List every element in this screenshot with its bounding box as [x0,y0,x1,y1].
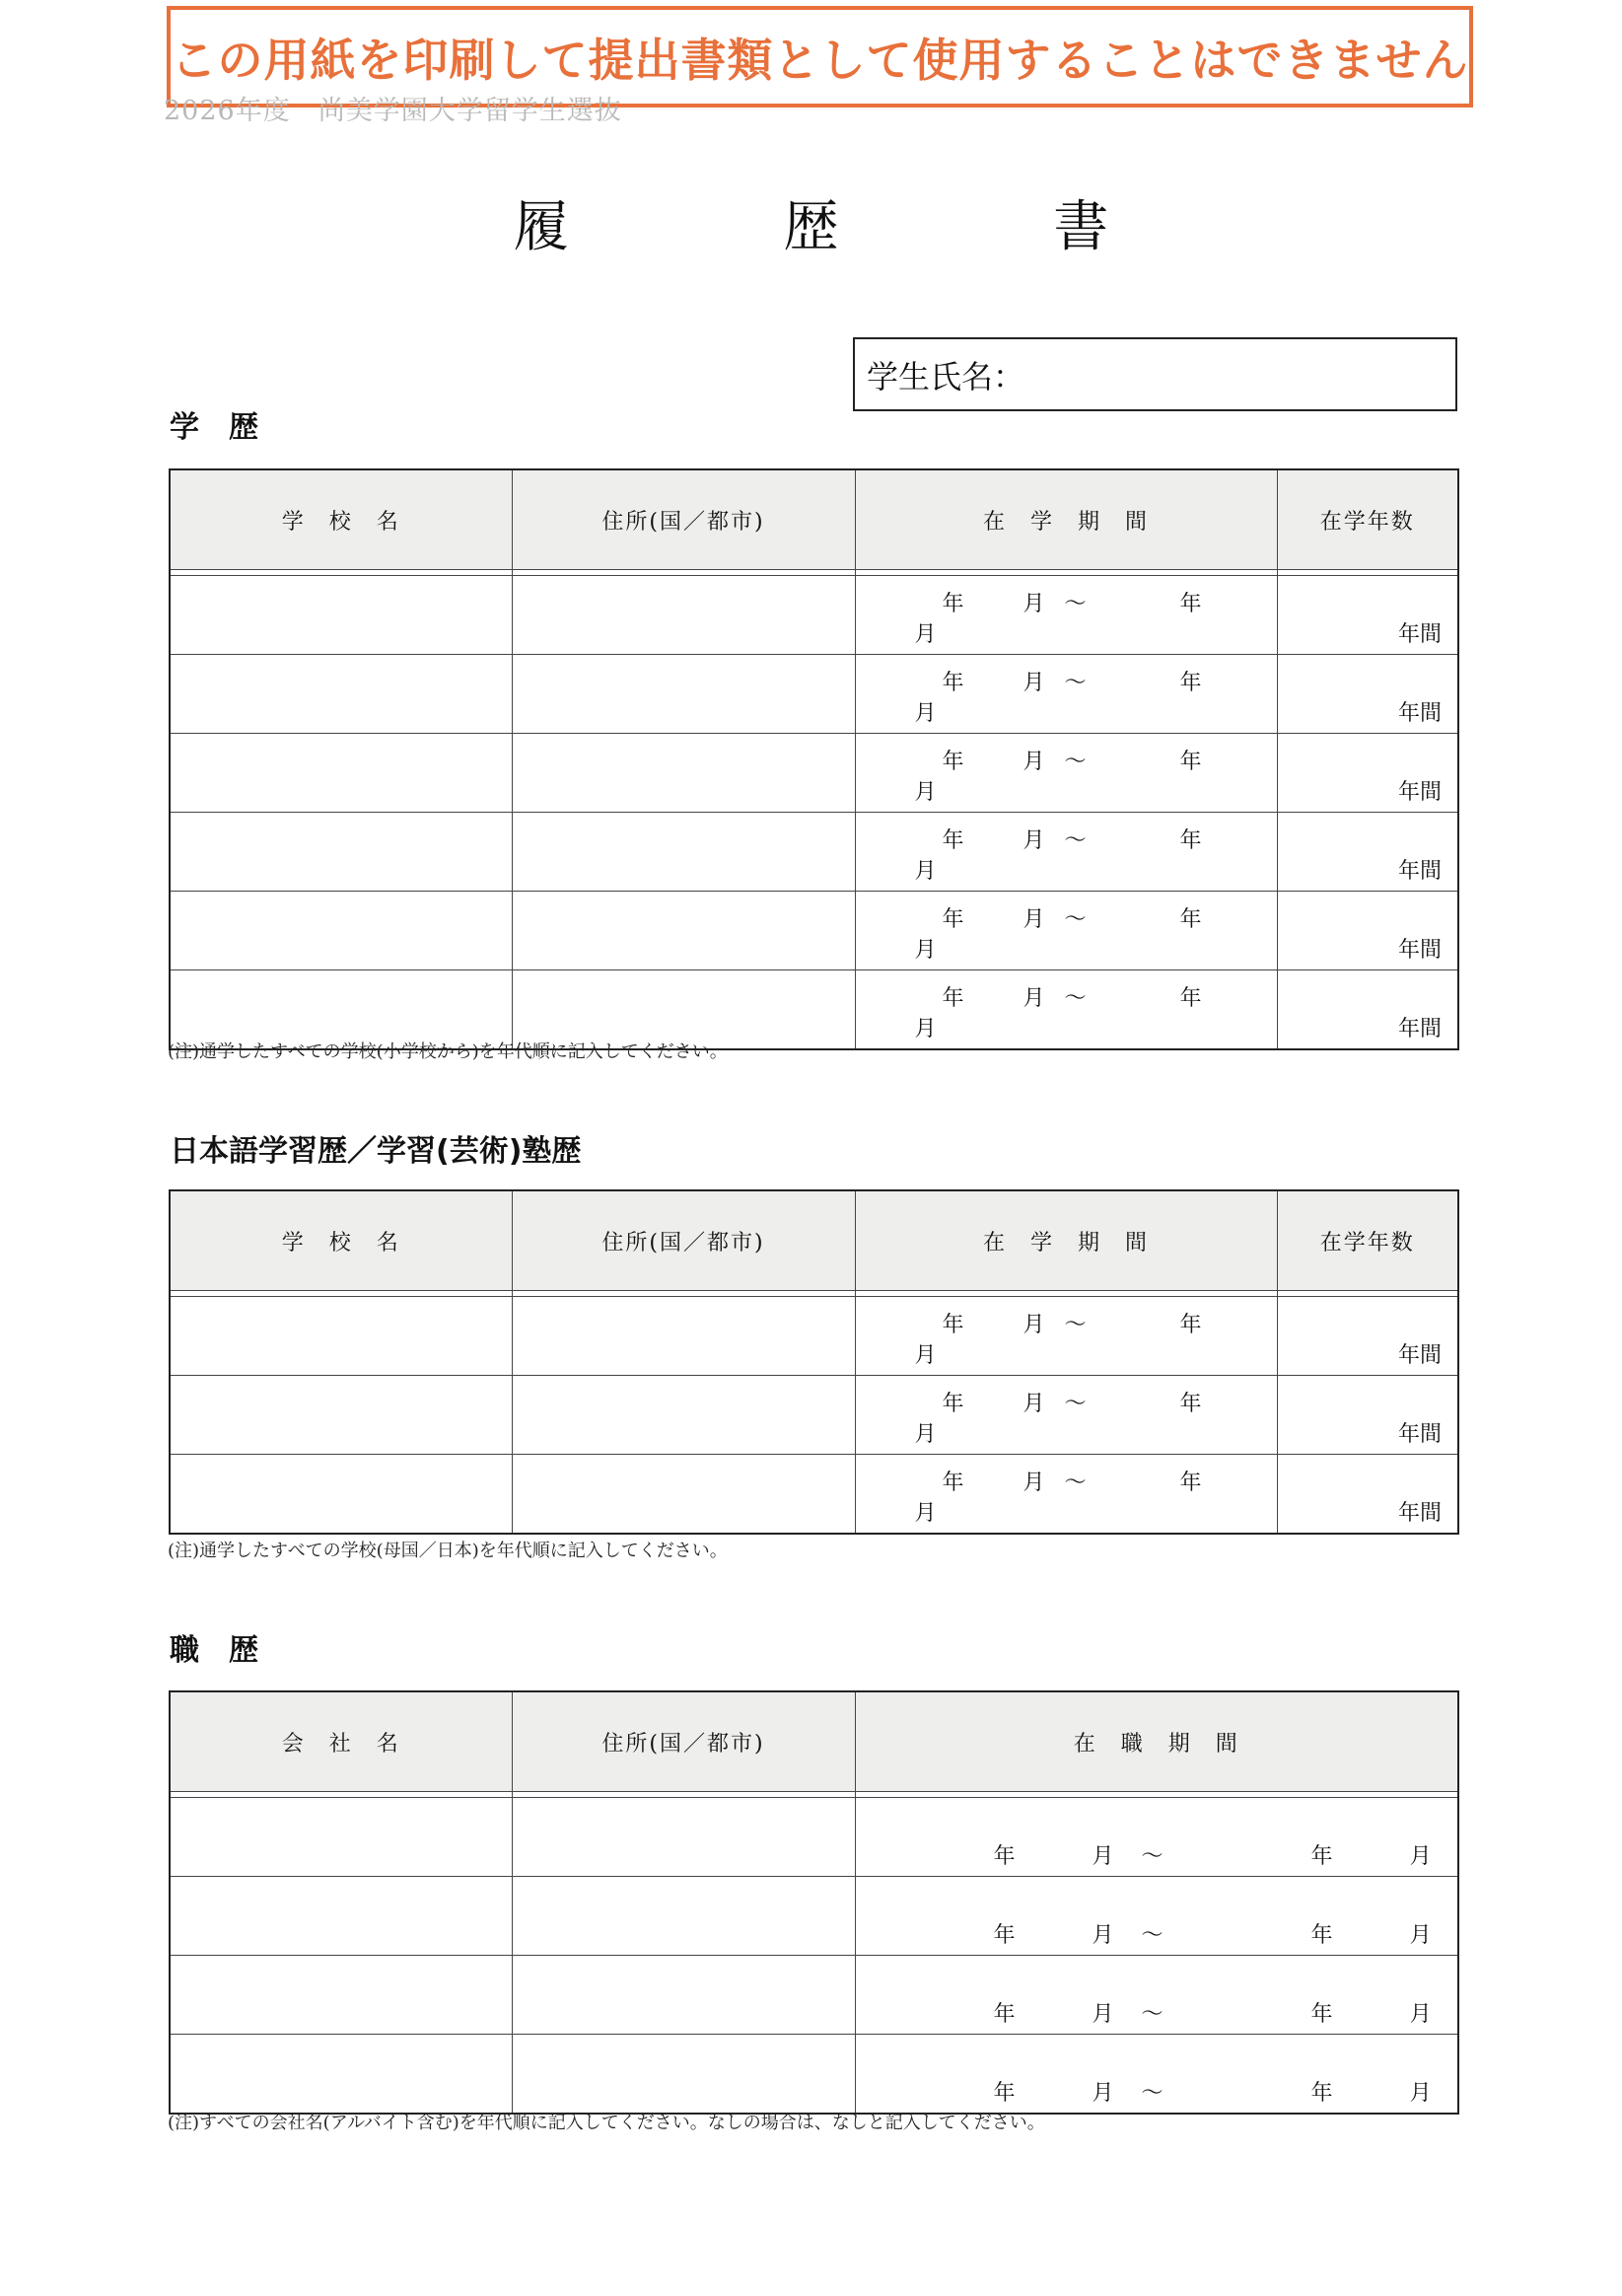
period-cell[interactable] [855,576,1277,655]
col-address: 住所(国／都市) [512,1190,855,1291]
period-cell[interactable] [855,892,1277,970]
start-year-label: 年 [942,671,964,695]
start-month-label: 月 [1023,986,1045,1011]
years-cell[interactable]: 年間 [1277,813,1458,892]
start-month-label: 月 [1092,2081,1114,2106]
end-month-label: 月 [1409,2002,1432,2027]
end-month-label: 月 [914,1422,937,1447]
period-cell[interactable] [855,655,1277,734]
start-year-label: 年 [942,1471,964,1495]
address-cell[interactable] [512,1297,855,1376]
school-name-cell[interactable] [170,1297,512,1376]
company-name-cell[interactable] [170,1877,512,1956]
end-month-label: 月 [1409,2081,1432,2106]
end-year-label: 年 [1179,907,1202,932]
start-year-label: 年 [942,907,964,932]
start-year-label: 年 [942,828,964,853]
range-tilde: ～ [1064,907,1087,932]
student-name-label: 学生氏名： [867,357,1025,395]
end-month-label: 月 [914,1501,937,1526]
school-name-cell[interactable] [170,1376,512,1455]
student-name-field[interactable] [853,337,1457,411]
address-cell[interactable] [512,576,855,655]
start-year-label: 年 [993,1923,1016,1948]
end-year-label: 年 [1179,986,1202,1011]
col-company-name: 会 社 名 [170,1691,512,1792]
period-cell[interactable] [855,970,1277,1050]
start-month-label: 月 [1023,1313,1045,1337]
address-cell[interactable] [512,734,855,813]
start-year-label: 年 [993,2002,1016,2027]
address-cell[interactable] [512,1455,855,1535]
japanese-study-table [169,1189,1459,1535]
company-name-cell[interactable] [170,1956,512,2035]
col-period: 在 学 期 間 [855,469,1277,570]
company-name-cell[interactable] [170,2035,512,2115]
start-year-label: 年 [942,750,964,774]
table-row [170,1455,1458,1535]
school-name-cell[interactable] [170,813,512,892]
start-year-label: 年 [942,1392,964,1416]
range-tilde: ～ [1064,1392,1087,1416]
start-month-label: 月 [1023,750,1045,774]
years-cell[interactable]: 年間 [1277,970,1458,1050]
japanese-study-note: (注)通学したすべての学校(母国／日本)を年代順に記入してください。 [168,1541,728,1561]
range-tilde: ～ [1064,592,1087,616]
years-cell[interactable]: 年間 [1277,1297,1458,1376]
start-month-label: 月 [1023,592,1045,616]
education-note: (注)通学したすべての学校(小学校から)を年代順に記入してください。 [168,1041,728,1062]
start-month-label: 月 [1092,1923,1114,1948]
col-address: 住所(国／都市) [512,469,855,570]
end-year-label: 年 [1310,2002,1333,2027]
range-tilde: ～ [1064,828,1087,853]
table-row [170,2035,1458,2115]
start-month-label: 月 [1023,1471,1045,1495]
school-name-cell[interactable] [170,1455,512,1535]
period-cell[interactable] [855,734,1277,813]
years-cell[interactable]: 年間 [1277,734,1458,813]
col-years: 在学年数 [1277,469,1458,570]
range-tilde: ～ [1064,750,1087,774]
start-year-label: 年 [942,1313,964,1337]
range-tilde: ～ [1064,986,1087,1011]
end-month-label: 月 [1409,1844,1432,1869]
start-month-label: 月 [1092,2002,1114,2027]
period-cell[interactable] [855,813,1277,892]
table-row [170,813,1458,892]
years-cell[interactable]: 年間 [1277,892,1458,970]
school-name-cell[interactable] [170,892,512,970]
education-heading: 学 歴 [170,410,258,445]
japanese-study-rows [170,1291,1458,1535]
years-cell[interactable]: 年間 [1277,1455,1458,1535]
work-history-heading: 職 歴 [170,1633,258,1668]
col-work-period: 在 職 期 間 [855,1691,1458,1792]
end-year-label: 年 [1179,1471,1202,1495]
years-cell[interactable]: 年間 [1277,1376,1458,1455]
address-cell[interactable] [512,2035,855,2115]
start-month-label: 月 [1023,828,1045,853]
end-year-label: 年 [1310,1923,1333,1948]
school-name-cell[interactable] [170,576,512,655]
end-year-label: 年 [1179,1313,1202,1337]
address-cell[interactable] [512,1956,855,2035]
end-month-label: 月 [914,859,937,884]
japanese-study-heading: 日本語学習歴／学習(芸術)塾歴 [170,1134,582,1169]
period-cell[interactable] [855,1956,1458,2035]
period-cell[interactable] [855,2035,1458,2115]
end-month-label: 月 [1409,1923,1432,1948]
end-month-label: 月 [914,938,937,963]
table-row [170,576,1458,655]
work-history-rows [170,1792,1458,2115]
period-cell[interactable] [855,1376,1277,1455]
range-tilde: ～ [1141,1923,1164,1948]
address-cell[interactable] [512,892,855,970]
table-row [170,1798,1458,1877]
years-cell[interactable]: 年間 [1277,655,1458,734]
school-name-cell[interactable] [170,734,512,813]
work-history-note: (注)すべての会社名(アルバイト含む)を年代順に記入してください。なしの場合は、なしと記入してください。 [168,2113,1045,2133]
start-year-label: 年 [942,592,964,616]
range-tilde: ～ [1141,1844,1164,1869]
start-month-label: 月 [1023,671,1045,695]
start-month-label: 月 [1092,1844,1114,1869]
range-tilde: ～ [1141,2081,1164,2106]
work-history-table [169,1690,1459,2115]
address-cell[interactable] [512,813,855,892]
col-school-name: 学 校 名 [170,469,512,570]
col-school-name: 学 校 名 [170,1190,512,1291]
education-rows [170,570,1458,1050]
end-year-label: 年 [1179,671,1202,695]
start-month-label: 月 [1023,1392,1045,1416]
table-row [170,655,1458,734]
col-period: 在 学 期 間 [855,1190,1277,1291]
end-year-label: 年 [1310,1844,1333,1869]
end-month-label: 月 [914,780,937,805]
company-name-cell[interactable] [170,1798,512,1877]
table-row [170,892,1458,970]
address-cell[interactable] [512,1376,855,1455]
address-cell[interactable] [512,655,855,734]
school-name-cell[interactable] [170,655,512,734]
table-row [170,734,1458,813]
warning-banner-text: この用紙を印刷して提出書類として使用することはできません [171,33,1469,87]
col-years: 在学年数 [1277,1190,1458,1291]
document-title: 履 歴 書 [513,195,1208,259]
start-month-label: 月 [1023,907,1045,932]
end-year-label: 年 [1179,1392,1202,1416]
end-month-label: 月 [914,622,937,647]
end-year-label: 年 [1179,828,1202,853]
table-row [170,1297,1458,1376]
col-address: 住所(国／都市) [512,1691,855,1792]
period-cell[interactable] [855,1798,1458,1877]
end-month-label: 月 [914,701,937,726]
end-year-label: 年 [1179,750,1202,774]
range-tilde: ～ [1064,1471,1087,1495]
end-month-label: 月 [914,1017,937,1041]
start-year-label: 年 [993,2081,1016,2106]
end-year-label: 年 [1179,592,1202,616]
end-year-label: 年 [1310,2081,1333,2106]
range-tilde: ～ [1064,671,1087,695]
table-row [170,1956,1458,2035]
year-caption: 2026年度 尚美学園大学留学生選抜 [164,96,622,126]
start-year-label: 年 [942,986,964,1011]
education-table [169,468,1459,1050]
end-month-label: 月 [914,1343,937,1368]
period-cell[interactable] [855,1297,1277,1376]
range-tilde: ～ [1064,1313,1087,1337]
years-cell[interactable]: 年間 [1277,576,1458,655]
address-cell[interactable] [512,1798,855,1877]
period-cell[interactable] [855,1877,1458,1956]
period-cell[interactable] [855,1455,1277,1535]
table-row [170,1376,1458,1455]
range-tilde: ～ [1141,2002,1164,2027]
start-year-label: 年 [993,1844,1016,1869]
table-row [170,1877,1458,1956]
address-cell[interactable] [512,1877,855,1956]
